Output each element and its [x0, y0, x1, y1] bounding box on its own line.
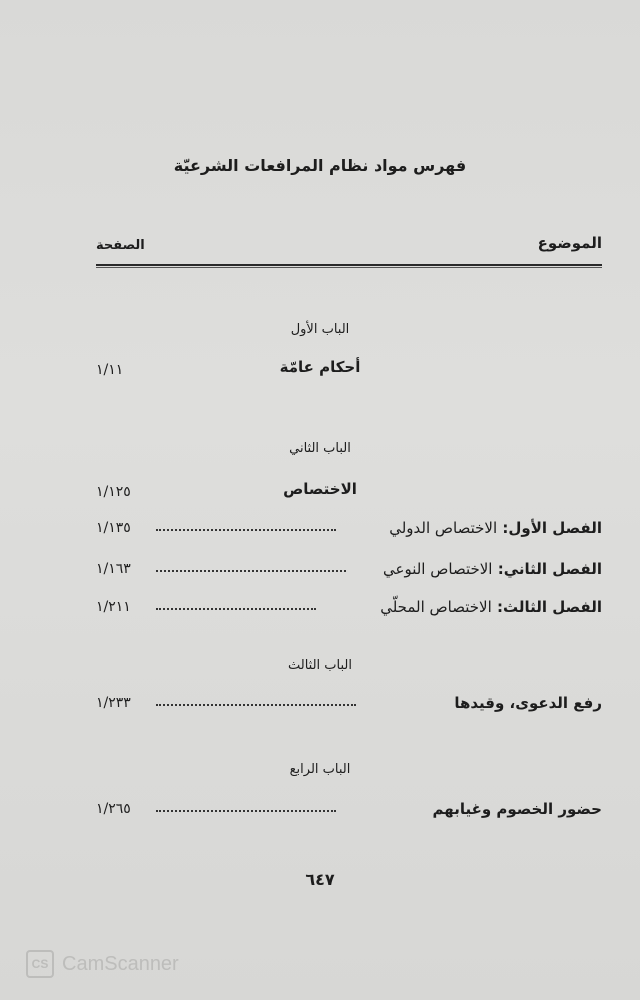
- part-label: الباب الثاني: [289, 441, 351, 456]
- toc-row: [96, 694, 602, 718]
- leader-dots: [156, 570, 346, 572]
- part-title: الاختصاص: [283, 480, 357, 498]
- watermark-brand: CamScanner: [62, 952, 179, 975]
- toc-row: [96, 519, 602, 543]
- leader-dots: [156, 608, 316, 610]
- page-title: فهرس مواد نظام المرافعات الشرعيّة: [173, 156, 467, 175]
- chapter-entry: [389, 519, 602, 537]
- leader-dots: [156, 810, 336, 812]
- chapter-page: ١/١٦٣: [96, 561, 131, 577]
- toc-row: [96, 598, 602, 622]
- part-title: أحكام عامّة: [279, 358, 361, 376]
- chapter-label: الفصل الثالث:: [497, 598, 602, 616]
- chapter-label: الفصل الأول:: [502, 519, 602, 537]
- part-page: ١/٢٦٥: [96, 801, 131, 817]
- page-column-label: الصفحة: [96, 238, 145, 253]
- table-header: [96, 234, 602, 262]
- part-page: ١/٢٣٣: [96, 695, 131, 711]
- part-title: رفع الدعوى، وقيدها: [454, 694, 602, 712]
- part-page: ١/١١: [96, 362, 124, 378]
- chapter-page: ١/٢١١: [96, 599, 131, 615]
- part-title: حضور الخصوم وغيابهم: [432, 800, 602, 818]
- toc-row: [96, 560, 602, 584]
- page-number: ٦٤٧: [305, 870, 335, 889]
- chapter-label: الفصل الثاني:: [497, 560, 602, 578]
- part-label: الباب الأول: [290, 322, 350, 337]
- chapter-entry: [383, 560, 602, 578]
- chapter-title: الاختصاص النوعي: [383, 560, 493, 578]
- part-page: ١/١٢٥: [96, 484, 131, 500]
- leader-dots: [156, 529, 336, 531]
- chapter-title: الاختصاص الدولي: [389, 519, 498, 537]
- chapter-entry: [380, 598, 602, 616]
- header-rule-thin: [96, 267, 602, 268]
- header-rule: [96, 264, 602, 266]
- subject-column-label: الموضوع: [537, 234, 602, 252]
- leader-dots: [156, 704, 356, 706]
- chapter-title: الاختصاص المحلّي: [380, 598, 492, 616]
- part-label: الباب الثالث: [287, 658, 352, 673]
- part-label: الباب الرابع: [289, 762, 351, 777]
- chapter-page: ١/١٣٥: [96, 520, 131, 536]
- toc-row: [96, 800, 602, 824]
- scanner-watermark: [26, 950, 179, 978]
- camscanner-logo-icon: CS: [26, 950, 54, 978]
